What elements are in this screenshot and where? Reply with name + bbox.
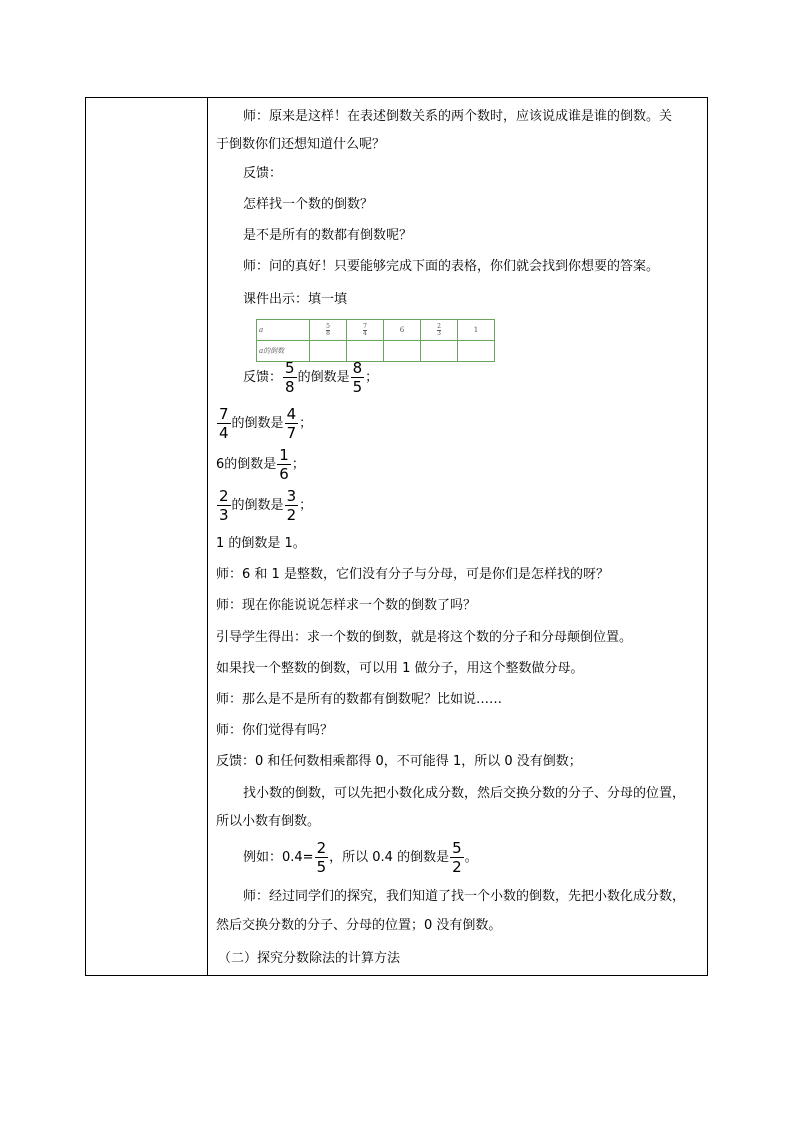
- column-divider: [207, 97, 208, 976]
- reciprocal-line: $\frac{7}{4}$ 的倒数是 $\frac{4}{7}$ ；: [219, 405, 313, 442]
- reciprocal-line: 反馈： $\frac{5}{8}$ 的倒数是 $\frac{8}{5}$ ；: [243, 359, 379, 396]
- table-cell: [421, 341, 458, 362]
- text-line: 怎样找一个数的倒数？: [243, 197, 374, 212]
- reciprocal-line: $\frac{2}{3}$ 的倒数是 $\frac{3}{2}$ ；: [219, 487, 313, 524]
- text-line: 1 的倒数是 1。: [216, 536, 306, 551]
- table-cell: [384, 341, 421, 362]
- fraction: $\frac{3}{2}$: [286, 487, 297, 524]
- fraction: $\frac{4}{7}$: [286, 405, 297, 442]
- text-line: 然后交换分数的分子、分母的位置；0 没有倒数。: [216, 918, 502, 933]
- section-heading: （二）探究分数除法的计算方法: [218, 951, 401, 966]
- text-line: 师：6 和 1 是整数，它们没有分子与分母，可是你们是怎样找的呀？: [216, 567, 609, 582]
- table-row: [257, 320, 495, 341]
- text-line: 如果找一个整数的倒数，可以用 1 做分子，用这个整数做分母。: [216, 661, 584, 676]
- lesson-content: [216, 97, 702, 976]
- reciprocal-line: 6的倒数是 $\frac{1}{6}$ ；: [216, 446, 305, 483]
- fraction: $\frac{2}{5}$: [316, 839, 327, 876]
- text-line: 课件出示：填一填: [243, 292, 348, 307]
- text-line: 是不是所有的数都有倒数呢？: [243, 228, 413, 243]
- text-line: 师：原来是这样！在表述倒数关系的两个数时，应该说成谁是谁的倒数。关: [243, 109, 673, 124]
- text-line: 师：问的真好！只要能够完成下面的表格，你们就会找到你想要的答案。: [243, 259, 660, 274]
- fraction: $\frac{7}{4}$: [219, 405, 229, 442]
- fraction: $\frac{5}{2}$: [452, 839, 462, 876]
- table-cell: [458, 341, 495, 362]
- table-cell: 6: [384, 320, 421, 341]
- text-line: 师：你们觉得有吗？: [216, 723, 334, 738]
- table-cell: a: [257, 320, 310, 341]
- text-line: 反馈：: [243, 166, 283, 181]
- text-line: 师：那么是不是所有的数都有倒数呢？比如说……: [216, 692, 503, 707]
- fraction: $\frac{8}{5}$: [352, 359, 363, 396]
- fraction: $\frac{5}{8}$: [285, 359, 295, 396]
- table-cell: a的倒数: [257, 341, 310, 362]
- text-line: 所以小数有倒数。: [216, 814, 321, 829]
- text-line: 找小数的倒数，可以先把小数化成分数，然后交换分数的分子、分母的位置，: [243, 786, 686, 801]
- text-line: 于倒数你们还想知道什么呢？: [216, 137, 386, 152]
- table-cell: $\frac{5}{8}$: [310, 320, 347, 341]
- fraction: $\frac{1}{6}$: [279, 446, 289, 483]
- text-line: 反馈：0 和任何数相乘都得 0，不可能得 1，所以 0 没有倒数；: [216, 754, 582, 769]
- table-cell: 1: [458, 320, 495, 341]
- text-line: 引导学生得出：求一个数的倒数，就是将这个数的分子和分母颠倒位置。: [216, 630, 633, 645]
- fill-in-table: [256, 319, 495, 362]
- fraction: $\frac{2}{3}$: [219, 487, 229, 524]
- text-line: 师：经过同学们的探究，我们知道了找一个小数的倒数，先把小数化成分数，: [243, 889, 686, 904]
- text-line: 师：现在你能说说怎样求一个数的倒数了吗？: [216, 598, 477, 613]
- table-cell: $\frac{7}{4}$: [347, 320, 384, 341]
- example-line: 例如：0.4= $\frac{2}{5}$ ，所以 0.4 的倒数是 $\frac{5}{2}$ 。: [243, 839, 478, 876]
- table-cell: $\frac{2}{3}$: [421, 320, 458, 341]
